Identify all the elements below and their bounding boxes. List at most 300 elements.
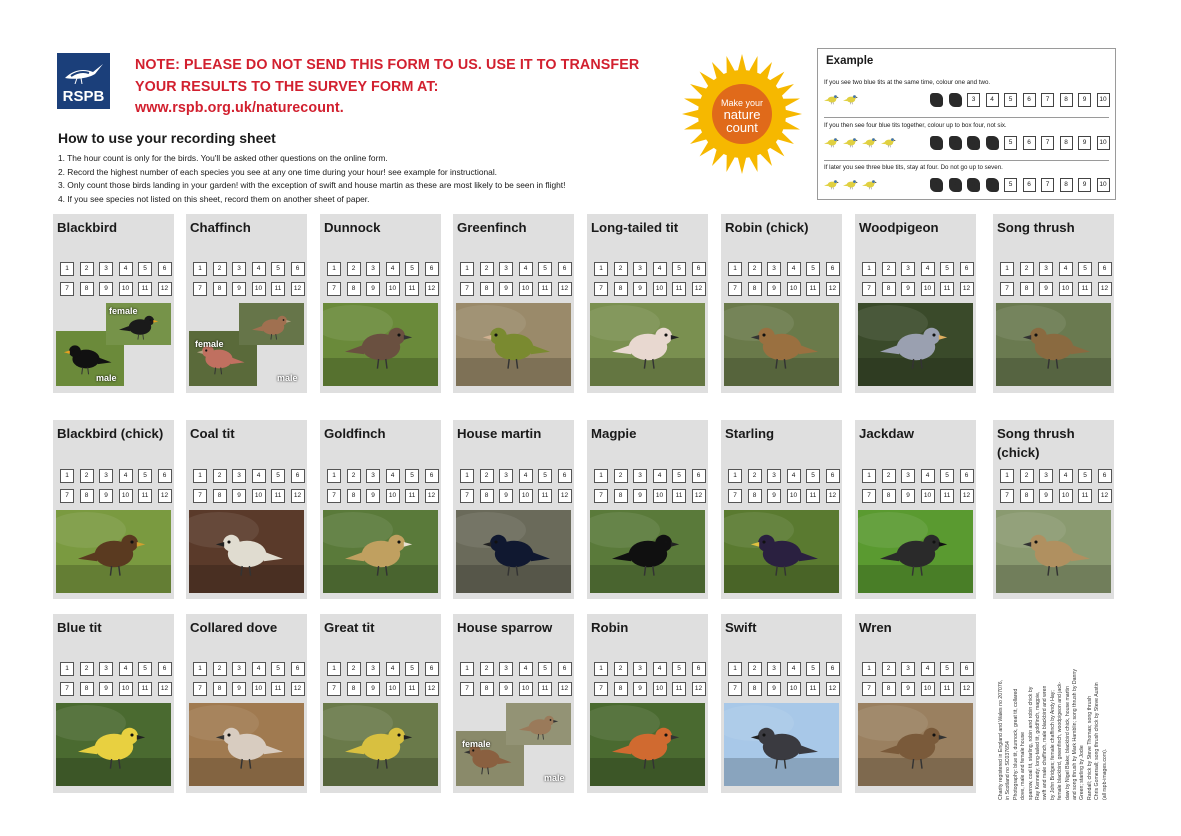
count-box-3[interactable]: 3 bbox=[499, 469, 513, 483]
count-box-2[interactable]: 2 bbox=[80, 262, 94, 276]
bird-photo bbox=[724, 510, 839, 593]
count-box-7[interactable]: 7 bbox=[728, 489, 742, 503]
count-box-11[interactable]: 11 bbox=[806, 489, 820, 503]
count-box-5[interactable]: 5 bbox=[940, 469, 954, 483]
count-box-11[interactable]: 11 bbox=[538, 282, 552, 296]
count-box-4[interactable]: 4 bbox=[921, 662, 935, 676]
count-box-8[interactable]: 8 bbox=[748, 489, 762, 503]
count-box-11[interactable]: 11 bbox=[405, 282, 419, 296]
species-card bbox=[721, 420, 842, 599]
count-box-6[interactable]: 6 bbox=[826, 262, 840, 276]
count-box-9[interactable]: 9 bbox=[232, 282, 246, 296]
count-box-1[interactable]: 1 bbox=[728, 469, 742, 483]
count-box-7[interactable]: 7 bbox=[862, 282, 876, 296]
species-card bbox=[721, 214, 842, 393]
species-card bbox=[855, 214, 976, 393]
count-box-4[interactable]: 4 bbox=[519, 262, 533, 276]
count-box-11[interactable]: 11 bbox=[940, 682, 954, 696]
count-box-1[interactable]: 1 bbox=[60, 469, 74, 483]
count-box-3[interactable]: 3 bbox=[767, 469, 781, 483]
count-box-5[interactable]: 5 bbox=[672, 262, 686, 276]
count-box-2[interactable]: 2 bbox=[748, 469, 762, 483]
count-box-7[interactable]: 7 bbox=[60, 282, 74, 296]
count-box-4[interactable]: 4 bbox=[1059, 469, 1073, 483]
count-box-12[interactable]: 12 bbox=[291, 282, 305, 296]
count-box-10[interactable]: 10 bbox=[386, 682, 400, 696]
count-box-2[interactable]: 2 bbox=[1020, 469, 1034, 483]
count-box-2[interactable]: 2 bbox=[1020, 262, 1034, 276]
count-box-10[interactable]: 10 bbox=[787, 282, 801, 296]
count-box-8[interactable]: 8 bbox=[80, 489, 94, 503]
count-box-9[interactable]: 9 bbox=[901, 489, 915, 503]
count-box-5[interactable]: 5 bbox=[1078, 469, 1092, 483]
count-box-7[interactable]: 7 bbox=[193, 282, 207, 296]
credit-line: Photography: blue tit, dunnock, great tit, collared bbox=[1012, 688, 1019, 800]
count-box-10[interactable]: 10 bbox=[921, 282, 935, 296]
count-box-9[interactable]: 9 bbox=[232, 682, 246, 696]
count-box-7[interactable]: 7 bbox=[862, 682, 876, 696]
count-box-9[interactable]: 9 bbox=[767, 489, 781, 503]
count-box-9[interactable]: 9 bbox=[366, 682, 380, 696]
count-box-1[interactable]: 1 bbox=[327, 662, 341, 676]
count-box-12[interactable]: 12 bbox=[291, 489, 305, 503]
count-box-5[interactable]: 5 bbox=[271, 262, 285, 276]
count-box-10[interactable]: 10 bbox=[386, 282, 400, 296]
count-box-4[interactable]: 4 bbox=[653, 262, 667, 276]
count-box-5[interactable]: 5 bbox=[672, 469, 686, 483]
count-box-3[interactable]: 3 bbox=[366, 662, 380, 676]
count-box-3[interactable]: 3 bbox=[633, 469, 647, 483]
count-box-2[interactable]: 2 bbox=[882, 662, 896, 676]
species-card bbox=[855, 614, 976, 793]
count-box-8[interactable]: 8 bbox=[480, 682, 494, 696]
count-box-8[interactable]: 8 bbox=[882, 282, 896, 296]
note-line-2: YOUR RESULTS TO THE SURVEY FORM AT: bbox=[135, 78, 439, 95]
count-box-7[interactable]: 7 bbox=[1000, 489, 1014, 503]
count-box-9[interactable]: 9 bbox=[366, 489, 380, 503]
count-box-6[interactable]: 6 bbox=[425, 469, 439, 483]
count-box-4[interactable]: 4 bbox=[386, 262, 400, 276]
count-box-2[interactable]: 2 bbox=[213, 262, 227, 276]
count-box-1[interactable]: 1 bbox=[327, 469, 341, 483]
count-box-7[interactable]: 7 bbox=[60, 682, 74, 696]
count-box-6[interactable]: 6 bbox=[960, 662, 974, 676]
count-box-10[interactable]: 10 bbox=[519, 489, 533, 503]
count-box-7[interactable]: 7 bbox=[460, 682, 474, 696]
count-box-4[interactable]: 4 bbox=[252, 662, 266, 676]
count-box-1[interactable]: 1 bbox=[594, 662, 608, 676]
count-box-9[interactable]: 9 bbox=[1039, 489, 1053, 503]
count-box-7[interactable]: 7 bbox=[728, 682, 742, 696]
count-box-12[interactable]: 12 bbox=[1098, 489, 1112, 503]
species-name: Great tit bbox=[324, 620, 375, 635]
count-box-10[interactable]: 10 bbox=[653, 282, 667, 296]
count-box-5[interactable]: 5 bbox=[806, 469, 820, 483]
count-box-7[interactable]: 7 bbox=[594, 489, 608, 503]
count-box-7[interactable]: 7 bbox=[460, 489, 474, 503]
count-box-12[interactable]: 12 bbox=[960, 682, 974, 696]
count-box-2[interactable]: 2 bbox=[882, 469, 896, 483]
count-box-3[interactable]: 3 bbox=[99, 262, 113, 276]
count-box-4[interactable]: 4 bbox=[653, 469, 667, 483]
count-box-1[interactable]: 1 bbox=[460, 662, 474, 676]
count-box-3[interactable]: 3 bbox=[1039, 262, 1053, 276]
count-box-8[interactable]: 8 bbox=[347, 282, 361, 296]
count-box-3[interactable]: 3 bbox=[901, 469, 915, 483]
count-box-6[interactable]: 6 bbox=[291, 662, 305, 676]
count-box-2[interactable]: 2 bbox=[213, 469, 227, 483]
blue-tit-icon bbox=[843, 91, 859, 107]
count-box-12[interactable]: 12 bbox=[425, 489, 439, 503]
count-box-6[interactable]: 6 bbox=[425, 262, 439, 276]
count-box-6[interactable]: 6 bbox=[692, 662, 706, 676]
count-box-2[interactable]: 2 bbox=[480, 262, 494, 276]
count-box-8[interactable]: 8 bbox=[213, 682, 227, 696]
count-box-11[interactable]: 11 bbox=[538, 489, 552, 503]
count-box-11[interactable]: 11 bbox=[940, 489, 954, 503]
count-box-2[interactable]: 2 bbox=[347, 662, 361, 676]
count-box-7[interactable]: 7 bbox=[193, 489, 207, 503]
count-box-9[interactable]: 9 bbox=[499, 489, 513, 503]
count-box-8[interactable]: 8 bbox=[80, 282, 94, 296]
count-box-10[interactable]: 10 bbox=[653, 489, 667, 503]
species-photo bbox=[724, 703, 839, 786]
count-box-11[interactable]: 11 bbox=[940, 282, 954, 296]
count-box-8[interactable]: 8 bbox=[882, 682, 896, 696]
count-box-12[interactable]: 12 bbox=[692, 489, 706, 503]
example-row bbox=[824, 122, 1109, 146]
count-box-6[interactable]: 6 bbox=[291, 262, 305, 276]
count-box-9[interactable]: 9 bbox=[767, 682, 781, 696]
count-box-12[interactable]: 12 bbox=[425, 682, 439, 696]
count-box-8[interactable]: 8 bbox=[1020, 282, 1034, 296]
count-box-4[interactable]: 4 bbox=[252, 262, 266, 276]
count-box-4[interactable]: 4 bbox=[119, 469, 133, 483]
count-box-7[interactable]: 7 bbox=[460, 282, 474, 296]
count-box-3[interactable]: 3 bbox=[499, 662, 513, 676]
count-box-2[interactable]: 2 bbox=[80, 469, 94, 483]
count-box-12[interactable]: 12 bbox=[291, 682, 305, 696]
count-box-11[interactable]: 11 bbox=[1078, 489, 1092, 503]
count-box-4[interactable]: 4 bbox=[787, 469, 801, 483]
count-box-4[interactable]: 4 bbox=[1059, 262, 1073, 276]
count-box-9[interactable]: 9 bbox=[366, 282, 380, 296]
count-box-7[interactable]: 7 bbox=[193, 682, 207, 696]
count-box-10[interactable]: 10 bbox=[252, 282, 266, 296]
count-box-9[interactable]: 9 bbox=[1039, 282, 1053, 296]
count-box-6[interactable]: 6 bbox=[960, 262, 974, 276]
count-box-8[interactable]: 8 bbox=[347, 682, 361, 696]
count-box-4[interactable]: 4 bbox=[519, 662, 533, 676]
count-box-9[interactable]: 9 bbox=[499, 282, 513, 296]
count-box-12[interactable]: 12 bbox=[692, 682, 706, 696]
count-box-2[interactable]: 2 bbox=[748, 662, 762, 676]
count-box-11[interactable]: 11 bbox=[672, 682, 686, 696]
count-box-5[interactable]: 5 bbox=[138, 262, 152, 276]
count-box-12[interactable]: 12 bbox=[558, 282, 572, 296]
count-box-1[interactable]: 1 bbox=[728, 662, 742, 676]
count-box-1[interactable]: 1 bbox=[193, 469, 207, 483]
count-box-8[interactable]: 8 bbox=[213, 282, 227, 296]
count-box-2[interactable]: 2 bbox=[480, 662, 494, 676]
count-box-9[interactable]: 9 bbox=[901, 682, 915, 696]
count-box-6[interactable]: 6 bbox=[692, 469, 706, 483]
count-box-6[interactable]: 6 bbox=[425, 662, 439, 676]
count-box-11[interactable]: 11 bbox=[806, 282, 820, 296]
count-box-11[interactable]: 11 bbox=[672, 282, 686, 296]
count-box-11[interactable]: 11 bbox=[538, 682, 552, 696]
count-box-3[interactable]: 3 bbox=[633, 262, 647, 276]
count-box-5[interactable]: 5 bbox=[806, 262, 820, 276]
count-box-3[interactable]: 3 bbox=[232, 662, 246, 676]
count-box-2[interactable]: 2 bbox=[614, 662, 628, 676]
count-box-11[interactable]: 11 bbox=[405, 489, 419, 503]
count-box-12[interactable]: 12 bbox=[1098, 282, 1112, 296]
count-box-6[interactable]: 6 bbox=[158, 469, 172, 483]
count-box-12[interactable]: 12 bbox=[158, 682, 172, 696]
count-box-5[interactable]: 5 bbox=[940, 662, 954, 676]
count-box-1[interactable]: 1 bbox=[862, 469, 876, 483]
count-box-1[interactable]: 1 bbox=[728, 262, 742, 276]
count-box-3[interactable]: 3 bbox=[366, 262, 380, 276]
count-box-10[interactable]: 10 bbox=[252, 682, 266, 696]
count-box-1[interactable]: 1 bbox=[594, 469, 608, 483]
howto-item: 4. If you see species not listed on this sheet, record them on another sheet of paper. bbox=[58, 193, 370, 204]
count-box-12[interactable]: 12 bbox=[826, 682, 840, 696]
count-box-2[interactable]: 2 bbox=[748, 262, 762, 276]
count-box-1[interactable]: 1 bbox=[460, 262, 474, 276]
count-box-10[interactable]: 10 bbox=[1059, 489, 1073, 503]
count-box-5[interactable]: 5 bbox=[138, 469, 152, 483]
example-row bbox=[824, 79, 1109, 103]
female-label: female bbox=[195, 339, 224, 349]
count-box-4[interactable]: 4 bbox=[921, 262, 935, 276]
count-box-10[interactable]: 10 bbox=[921, 682, 935, 696]
count-box-7[interactable]: 7 bbox=[728, 282, 742, 296]
count-box-8[interactable]: 8 bbox=[80, 682, 94, 696]
count-box-5[interactable]: 5 bbox=[806, 662, 820, 676]
count-box-5[interactable]: 5 bbox=[405, 262, 419, 276]
count-box-11[interactable]: 11 bbox=[271, 282, 285, 296]
count-box-6[interactable]: 6 bbox=[558, 469, 572, 483]
count-box-11[interactable]: 11 bbox=[806, 682, 820, 696]
count-box-9[interactable]: 9 bbox=[633, 682, 647, 696]
count-box-8[interactable]: 8 bbox=[614, 489, 628, 503]
count-box-5[interactable]: 5 bbox=[1078, 262, 1092, 276]
count-box-4[interactable]: 4 bbox=[386, 469, 400, 483]
count-box-11[interactable]: 11 bbox=[138, 682, 152, 696]
count-box-8[interactable]: 8 bbox=[213, 489, 227, 503]
count-box-5[interactable]: 5 bbox=[271, 469, 285, 483]
count-box-12[interactable]: 12 bbox=[558, 682, 572, 696]
count-box-2[interactable]: 2 bbox=[347, 262, 361, 276]
count-box-7[interactable]: 7 bbox=[862, 489, 876, 503]
count-box-8[interactable]: 8 bbox=[882, 489, 896, 503]
species-card bbox=[993, 420, 1114, 599]
count-box-1[interactable]: 1 bbox=[862, 262, 876, 276]
count-box-2[interactable]: 2 bbox=[80, 662, 94, 676]
count-box-5[interactable]: 5 bbox=[138, 662, 152, 676]
note-link[interactable]: www.rspb.org.uk/naturecount. bbox=[135, 100, 344, 116]
count-box-1[interactable]: 1 bbox=[1000, 469, 1014, 483]
count-box-1[interactable]: 1 bbox=[862, 662, 876, 676]
count-box-8[interactable]: 8 bbox=[748, 682, 762, 696]
count-box-10[interactable]: 10 bbox=[119, 489, 133, 503]
count-box-6[interactable]: 6 bbox=[158, 262, 172, 276]
count-box-9[interactable]: 9 bbox=[633, 282, 647, 296]
count-box-10[interactable]: 10 bbox=[787, 489, 801, 503]
count-box-3[interactable]: 3 bbox=[1039, 469, 1053, 483]
count-box-6[interactable]: 6 bbox=[558, 662, 572, 676]
count-box-4[interactable]: 4 bbox=[653, 662, 667, 676]
count-box-4[interactable]: 4 bbox=[787, 662, 801, 676]
credit-line: and song thrush by Mark Hamblin; song thrush by Danny bbox=[1072, 669, 1079, 800]
count-box-3[interactable]: 3 bbox=[366, 469, 380, 483]
count-box-2[interactable]: 2 bbox=[480, 469, 494, 483]
count-box-7[interactable]: 7 bbox=[327, 489, 341, 503]
count-box-2[interactable]: 2 bbox=[614, 262, 628, 276]
count-box-12[interactable]: 12 bbox=[425, 282, 439, 296]
count-box-2[interactable]: 2 bbox=[347, 469, 361, 483]
count-box-1[interactable]: 1 bbox=[460, 469, 474, 483]
count-box-10[interactable]: 10 bbox=[787, 682, 801, 696]
count-box-3[interactable]: 3 bbox=[767, 262, 781, 276]
count-box-7[interactable]: 7 bbox=[594, 682, 608, 696]
count-box-4[interactable]: 4 bbox=[921, 469, 935, 483]
count-box-8[interactable]: 8 bbox=[1020, 489, 1034, 503]
count-box-10[interactable]: 10 bbox=[1059, 282, 1073, 296]
count-box-3[interactable]: 3 bbox=[99, 662, 113, 676]
count-box-10[interactable]: 10 bbox=[921, 489, 935, 503]
count-box-11[interactable]: 11 bbox=[672, 489, 686, 503]
count-box-10[interactable]: 10 bbox=[519, 282, 533, 296]
count-box-1[interactable]: 1 bbox=[193, 662, 207, 676]
count-box-8[interactable]: 8 bbox=[614, 682, 628, 696]
credit-line: Chris Gomersall; song thrush chick by Steve Austin bbox=[1094, 682, 1101, 800]
count-box-7[interactable]: 7 bbox=[327, 682, 341, 696]
count-box-12[interactable]: 12 bbox=[960, 282, 974, 296]
female-label: female bbox=[462, 739, 491, 749]
count-box-12[interactable]: 12 bbox=[692, 282, 706, 296]
count-box-6[interactable]: 6 bbox=[158, 662, 172, 676]
count-box-4[interactable]: 4 bbox=[386, 662, 400, 676]
count-box-10[interactable]: 10 bbox=[252, 489, 266, 503]
count-box-6[interactable]: 6 bbox=[558, 262, 572, 276]
count-box-3[interactable]: 3 bbox=[633, 662, 647, 676]
count-box-3[interactable]: 3 bbox=[232, 469, 246, 483]
count-box-10[interactable]: 10 bbox=[653, 682, 667, 696]
count-box-11[interactable]: 11 bbox=[138, 489, 152, 503]
count-box-7[interactable]: 7 bbox=[1000, 282, 1014, 296]
count-box-11[interactable]: 11 bbox=[271, 489, 285, 503]
count-box-8[interactable]: 8 bbox=[614, 282, 628, 296]
count-box-1[interactable]: 1 bbox=[327, 262, 341, 276]
count-box-9[interactable]: 9 bbox=[901, 282, 915, 296]
count-box-3[interactable]: 3 bbox=[767, 662, 781, 676]
count-box-7[interactable]: 7 bbox=[594, 282, 608, 296]
count-box-9[interactable]: 9 bbox=[499, 682, 513, 696]
count-box-6[interactable]: 6 bbox=[1098, 262, 1112, 276]
species-photo bbox=[456, 703, 571, 786]
count-box-5[interactable]: 5 bbox=[940, 262, 954, 276]
count-box-2[interactable]: 2 bbox=[614, 469, 628, 483]
count-box-6[interactable]: 6 bbox=[692, 262, 706, 276]
count-box-5[interactable]: 5 bbox=[538, 469, 552, 483]
count-box-6[interactable]: 6 bbox=[1098, 469, 1112, 483]
count-box-11[interactable]: 11 bbox=[405, 682, 419, 696]
count-box-3[interactable]: 3 bbox=[232, 262, 246, 276]
count-box-9[interactable]: 9 bbox=[633, 489, 647, 503]
count-box-3[interactable]: 3 bbox=[499, 262, 513, 276]
count-box-12[interactable]: 12 bbox=[826, 489, 840, 503]
count-box-11[interactable]: 11 bbox=[271, 682, 285, 696]
count-box-1[interactable]: 1 bbox=[60, 262, 74, 276]
species-card bbox=[186, 420, 307, 599]
count-box-2[interactable]: 2 bbox=[213, 662, 227, 676]
count-box-3[interactable]: 3 bbox=[901, 262, 915, 276]
count-box-5[interactable]: 5 bbox=[538, 662, 552, 676]
count-box-10[interactable]: 10 bbox=[119, 282, 133, 296]
count-box-9[interactable]: 9 bbox=[767, 282, 781, 296]
count-box-8[interactable]: 8 bbox=[480, 489, 494, 503]
count-box-6[interactable]: 6 bbox=[826, 662, 840, 676]
count-box-12[interactable]: 12 bbox=[558, 489, 572, 503]
count-box-12[interactable]: 12 bbox=[158, 282, 172, 296]
count-box-5[interactable]: 5 bbox=[405, 662, 419, 676]
count-box-1[interactable]: 1 bbox=[193, 262, 207, 276]
count-box-11[interactable]: 11 bbox=[138, 282, 152, 296]
count-box-4[interactable]: 4 bbox=[119, 262, 133, 276]
count-box-4[interactable]: 4 bbox=[787, 262, 801, 276]
count-box-3[interactable]: 3 bbox=[901, 662, 915, 676]
count-box-3[interactable]: 3 bbox=[99, 469, 113, 483]
count-box-9[interactable]: 9 bbox=[99, 682, 113, 696]
count-box-4[interactable]: 4 bbox=[119, 662, 133, 676]
count-box-7[interactable]: 7 bbox=[60, 489, 74, 503]
count-box-8[interactable]: 8 bbox=[480, 282, 494, 296]
count-box-9[interactable]: 9 bbox=[99, 489, 113, 503]
count-box-1[interactable]: 1 bbox=[1000, 262, 1014, 276]
count-box-6[interactable]: 6 bbox=[826, 469, 840, 483]
count-box-12[interactable]: 12 bbox=[960, 489, 974, 503]
count-box-5[interactable]: 5 bbox=[405, 469, 419, 483]
count-box-7[interactable]: 7 bbox=[327, 282, 341, 296]
count-box-11[interactable]: 11 bbox=[1078, 282, 1092, 296]
species-name: Robin bbox=[591, 620, 629, 635]
count-box-6[interactable]: 6 bbox=[960, 469, 974, 483]
count-box-8[interactable]: 8 bbox=[347, 489, 361, 503]
species-card bbox=[320, 614, 441, 793]
count-box-5[interactable]: 5 bbox=[672, 662, 686, 676]
count-box-6[interactable]: 6 bbox=[291, 469, 305, 483]
count-box-4[interactable]: 4 bbox=[252, 469, 266, 483]
count-box-2[interactable]: 2 bbox=[882, 262, 896, 276]
count-box-8[interactable]: 8 bbox=[748, 282, 762, 296]
count-box-9[interactable]: 9 bbox=[99, 282, 113, 296]
count-box-12[interactable]: 12 bbox=[826, 282, 840, 296]
count-box-10[interactable]: 10 bbox=[519, 682, 533, 696]
count-box-5[interactable]: 5 bbox=[538, 262, 552, 276]
example-count-box: 5 bbox=[1004, 93, 1017, 107]
count-box-10[interactable]: 10 bbox=[386, 489, 400, 503]
count-box-10[interactable]: 10 bbox=[119, 682, 133, 696]
count-box-5[interactable]: 5 bbox=[271, 662, 285, 676]
count-box-4[interactable]: 4 bbox=[519, 469, 533, 483]
count-box-1[interactable]: 1 bbox=[594, 262, 608, 276]
count-box-9[interactable]: 9 bbox=[232, 489, 246, 503]
count-box-1[interactable]: 1 bbox=[60, 662, 74, 676]
count-box-12[interactable]: 12 bbox=[158, 489, 172, 503]
